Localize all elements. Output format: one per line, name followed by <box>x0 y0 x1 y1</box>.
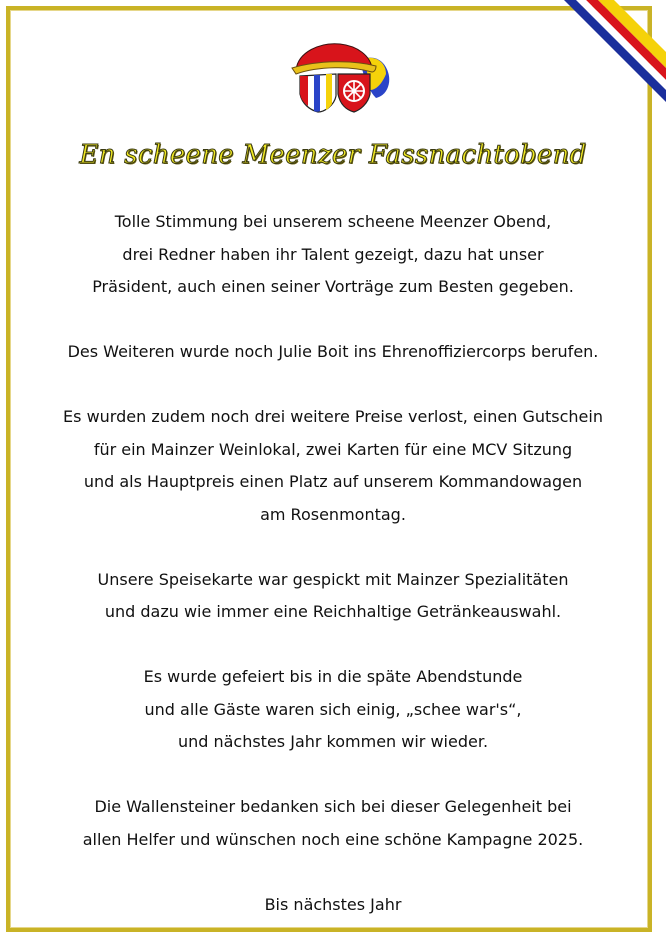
text-line: Es wurde gefeiert bis in die späte Abendstunde <box>143 667 523 686</box>
text-line: und nächstes Jahr kommen wir wieder. <box>177 732 489 751</box>
page-title: En scheene Meenzer Fassnachtobend <box>79 140 587 170</box>
paragraph <box>20 206 646 304</box>
text-line: Des Weiteren wurde noch Julie Boit ins Ehrenoffiziercorps berufen. <box>67 342 599 361</box>
paragraph <box>20 401 646 531</box>
paragraph <box>20 661 646 759</box>
paragraph <box>20 791 646 856</box>
paragraph <box>20 336 646 369</box>
text-line: für ein Mainzer Weinlokal, zwei Karten für eine MCV Sitzung <box>93 439 573 459</box>
text-line: allen Helfer und wünschen noch eine schöne Kampagne 2025. <box>82 829 584 849</box>
paragraph <box>20 889 646 922</box>
text-line: Unsere Speisekarte war gespickt mit Mainzer Spezialitäten <box>97 569 569 589</box>
text-line: und alle Gäste waren sich einig, „schee war's“, <box>144 699 522 719</box>
text-line: Die Wallensteiner bedanken sich bei dieser Gelegenheit bei <box>94 797 572 816</box>
text-line: Es wurden zudem noch drei weitere Preise verlost, einen Gutschein <box>63 407 603 426</box>
text-line: und dazu wie immer eine Reichhaltige Getränkeauswahl. <box>104 602 562 621</box>
text-line: drei Redner haben ihr Talent gezeigt, dazu hat unser <box>122 244 544 264</box>
paragraph <box>20 564 646 629</box>
text-line: Bis nächstes Jahr <box>264 894 402 914</box>
text-line: am Rosenmontag. <box>260 504 406 524</box>
text-line: Tolle Stimmung bei unserem scheene Meenzer Obend, <box>114 212 552 231</box>
jester-cap-crest-icon <box>278 34 396 114</box>
text-line: Präsident, auch einen seiner Vorträge zum Besten gegeben. <box>92 277 574 296</box>
text-line: und als Hauptpreis einen Platz auf unserem Kommandowagen <box>83 472 583 491</box>
document-body <box>20 206 646 921</box>
